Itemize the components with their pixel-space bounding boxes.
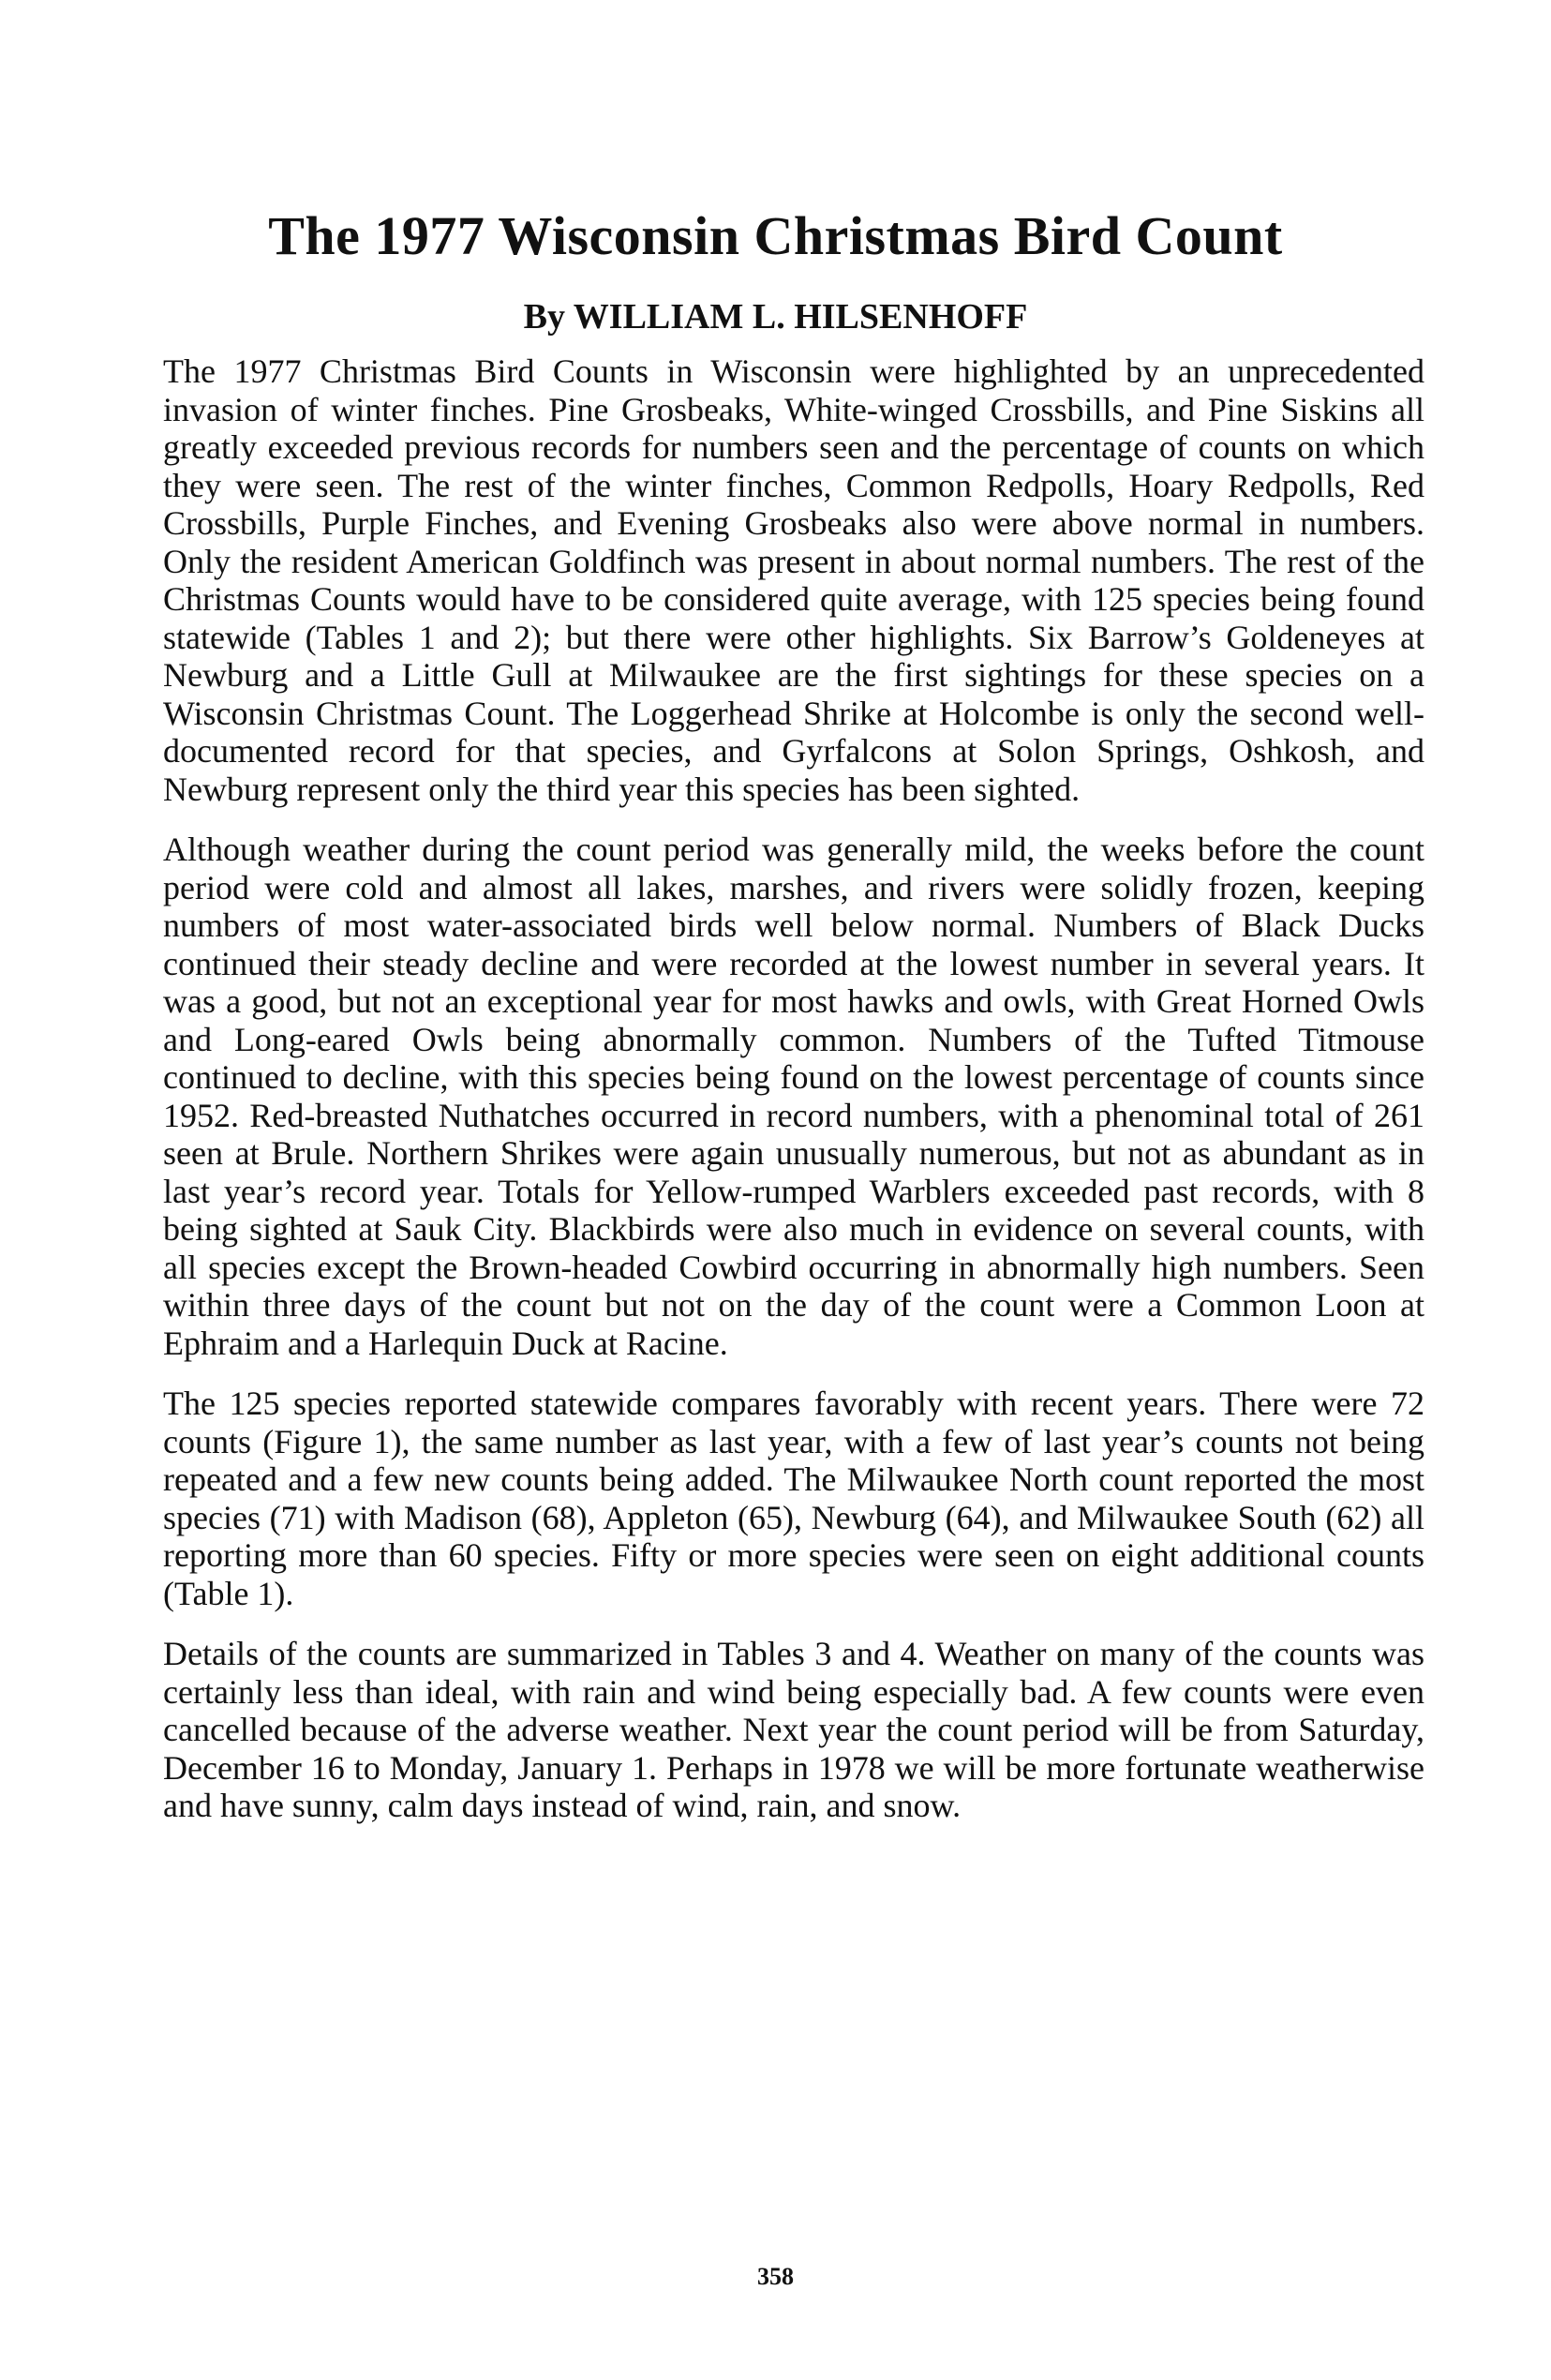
article-byline: By WILLIAM L. HILSENHOFF xyxy=(523,297,1028,337)
paragraph-count-details: Details of the counts are summarized in Tables 3 and 4. Weather on many of the counts was certainly less than ideal, with rain and wind being especially bad. A few counts were even cancelled because of the adverse weather. Next year the count period will be from Saturday, December 16 to Monday, January 1. Perhaps in 1978 we will be more fortunate weatherwise and have sunny, calm days instead of wind, rain, and snow. xyxy=(163,1635,1424,1824)
paragraph-species-totals: The 125 species reported statewide compares favorably with recent years. There were 72 counts (Figure 1), the same number as last year, with a few of last year’s counts not being repeated and a few new counts being added. The Milwaukee North count reported the most species (71) with Madison (68), Appleton (65), Newburg (64), and Milwaukee South (62) all reporting more than 60 species. Fifty or more species were seen on eight additional counts (Table 1). xyxy=(163,1385,1424,1612)
article-title: The 1977 Wisconsin Christmas Bird Count xyxy=(268,205,1283,266)
page-number: 358 xyxy=(757,2263,794,2290)
paragraph-weather: Although weather during the count period was generally mild, the weeks before the count period were cold and almost all lakes, marshes, and rivers were solidly frozen, keeping numbers of most water-associated birds well below normal. Numbers of Black Ducks continued their steady decline and were recorded at the lowest number in several years. It was a good, but not an exceptional year for most hawks and owls, with Great Horned Owls and Long-eared Owls being abnormally common. Numbers of the Tufted Titmouse continued to decline, with this species being found on the lowest percentage of counts since 1952. Red-breasted Nuthatches occurred in record numbers, with a phenominal total of 261 seen at Brule. Northern Shrikes were again unusually numerous, but not as abundant as in last year’s record year. Totals for Yellow-rumped Warblers exceeded past records, with 8 being sighted at Sauk City. Blackbirds were also much in evidence on several counts, with all species except the Brown-headed Cowbird occurring in abnormally high numbers. Seen within three days of the count but not on the day of the count were a Common Loon at Ephraim and a Harlequin Duck at Racine. xyxy=(163,831,1424,1362)
paragraph-intro: The 1977 Christmas Bird Counts in Wisconsin were highlighted by an unprecedented invasion of winter finches. Pine Grosbeaks, White-winged Crossbills, and Pine Siskins all greatly exceeded previous records for numbers seen and the percentage of counts on which they were seen. The rest of the winter finches, Common Redpolls, Hoary Redpolls, Red Crossbills, Purple Finches, and Evening Grosbeaks also were above normal in numbers. Only the resident American Goldfinch was present in about normal numbers. The rest of the Christmas Counts would have to be considered quite average, with 125 species being found statewide (Tables 1 and 2); but there were other highlights. Six Barrow’s Goldeneyes at Newburg and a Little Gull at Milwaukee are the first sightings for these species on a Wisconsin Christmas Count. The Loggerhead Shrike at Holcombe is only the second well-documented record for that species, and Gyrfalcons at Solon Springs, Oshkosh, and Newburg represent only the third year this species has been sighted. xyxy=(163,352,1424,808)
article-body xyxy=(163,352,1424,1848)
